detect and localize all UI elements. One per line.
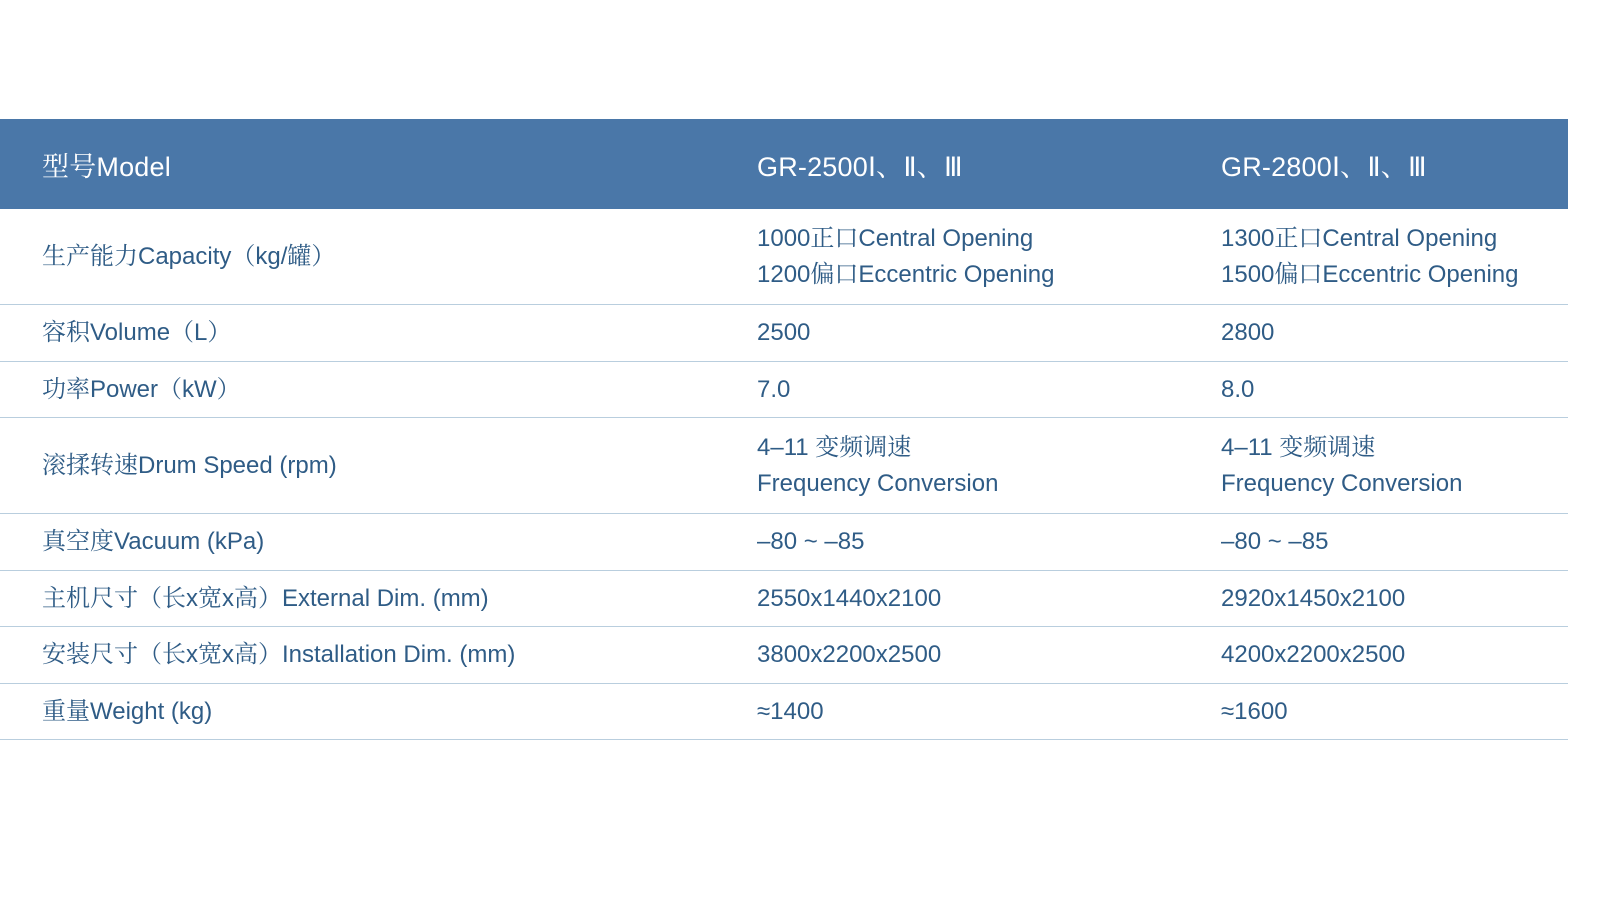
value-line-1: 1300正口Central Opening (1221, 225, 1498, 252)
value-line-1: 1000正口Central Opening (757, 225, 1034, 252)
header-cell-model: 型号Model (0, 119, 735, 209)
table-body (0, 209, 1568, 740)
row-value-drum-speed-gr2500 (735, 418, 1199, 514)
value-line-1: 4–11 变频调速 (1221, 434, 1376, 462)
row-label-external-dim: 主机尺寸（长x宽x高）External Dim. (mm) (0, 570, 735, 627)
table-row (0, 209, 1568, 305)
row-label-drum-speed: 滚揉转速Drum Speed (rpm) (0, 418, 735, 514)
table-row (0, 305, 1568, 362)
table-row (0, 418, 1568, 514)
row-value-power-gr2500: 7.0 (735, 361, 1199, 418)
row-value-external-dim-gr2800: 2920x1450x2100 (1199, 570, 1568, 627)
row-label-weight: 重量Weight (kg) (0, 683, 735, 740)
row-value-power-gr2800: 8.0 (1199, 361, 1568, 418)
table-row (0, 627, 1568, 684)
row-value-weight-gr2500: ≈1400 (735, 683, 1199, 740)
row-value-weight-gr2800: ≈1600 (1199, 683, 1568, 740)
row-label-vacuum: 真空度Vacuum (kPa) (0, 514, 735, 571)
row-label-installation-dim: 安装尺寸（长x宽x高）Installation Dim. (mm) (0, 627, 735, 684)
row-value-drum-speed-gr2800 (1199, 418, 1568, 514)
table-row (0, 683, 1568, 740)
table-header-row (0, 119, 1568, 209)
value-line-2: 1200偏口Eccentric Opening (757, 260, 1055, 288)
row-label-volume: 容积Volume（L） (0, 305, 735, 362)
header-cell-gr2500: GR-2500Ⅰ、Ⅱ、Ⅲ (735, 119, 1199, 209)
row-value-capacity-gr2500 (735, 209, 1199, 305)
row-label-capacity: 生产能力Capacity（kg/罐） (0, 209, 735, 305)
table-row (0, 514, 1568, 571)
row-value-vacuum-gr2500: –80 ~ –85 (735, 514, 1199, 571)
table-row (0, 361, 1568, 418)
value-line-2: Frequency Conversion (1221, 469, 1463, 497)
value-line-2: 1500偏口Eccentric Opening (1221, 260, 1519, 288)
table-header (0, 119, 1568, 209)
row-value-capacity-gr2800 (1199, 209, 1568, 305)
row-value-installation-dim-gr2500: 3800x2200x2500 (735, 627, 1199, 684)
row-value-external-dim-gr2500: 2550x1440x2100 (735, 570, 1199, 627)
row-label-power: 功率Power（kW） (0, 361, 735, 418)
row-value-volume-gr2800: 2800 (1199, 305, 1568, 362)
value-line-2: Frequency Conversion (757, 469, 999, 497)
header-cell-gr2800: GR-2800Ⅰ、Ⅱ、Ⅲ (1199, 119, 1568, 209)
row-value-volume-gr2500: 2500 (735, 305, 1199, 362)
row-value-vacuum-gr2800: –80 ~ –85 (1199, 514, 1568, 571)
row-value-installation-dim-gr2800: 4200x2200x2500 (1199, 627, 1568, 684)
specification-table (0, 119, 1568, 740)
value-line-1: 4–11 变频调速 (757, 434, 912, 462)
table-row (0, 570, 1568, 627)
